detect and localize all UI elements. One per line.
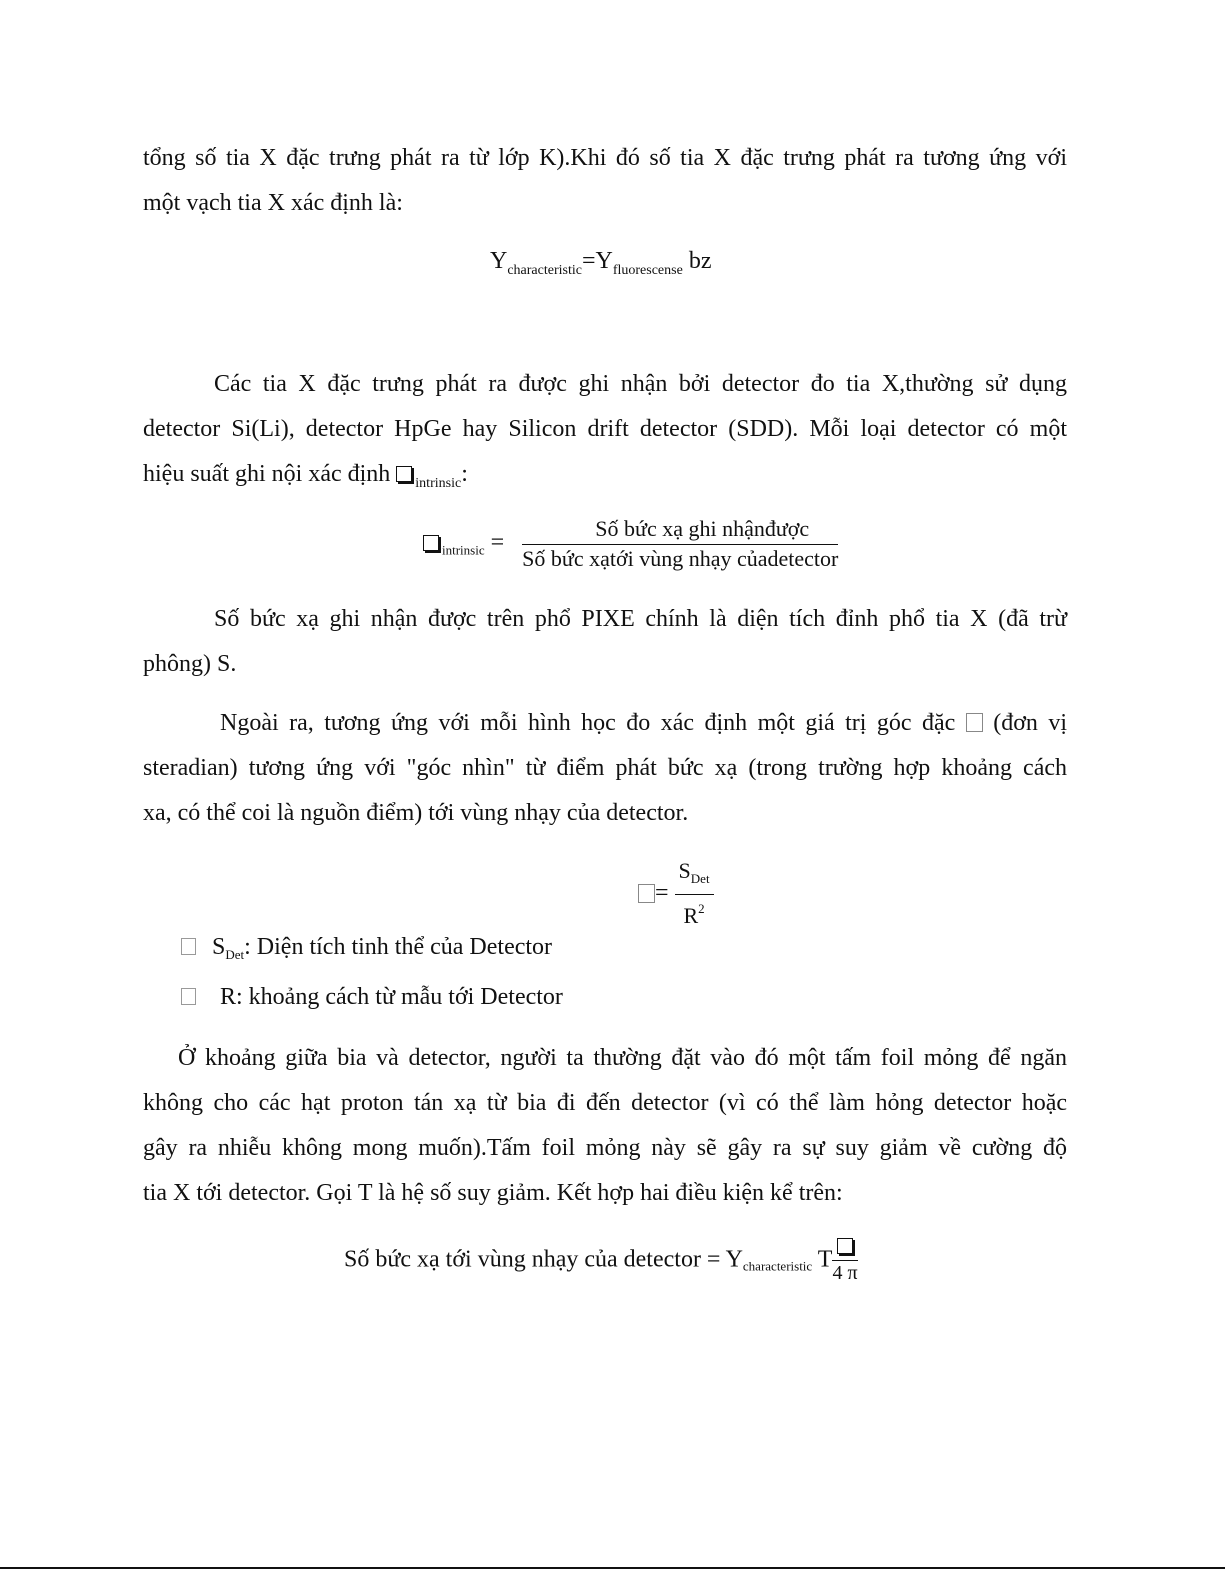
eq3-numerator (675, 858, 714, 895)
bullet-icon (181, 938, 196, 955)
paragraph-4 (143, 701, 1067, 836)
paragraph-4-line-1a: Ngoài ra, tương ứng với mỗi hình học đo xác định một giá trị góc đặc (220, 710, 966, 736)
paragraph-2-line-1: Các tia X đặc trưng phát ra được ghi nhận bởi detector đo tia X,thường sử dụng (214, 371, 1067, 397)
paragraph-2-line-2: detector Si(Li), detector HpGe hay Silicon drift detector (SDD). Mỗi loại detector có một (143, 416, 1067, 442)
equation-detector-flux (344, 1236, 858, 1284)
paragraph-3-line-2: phông) S. (143, 651, 237, 677)
eq4-numerator (832, 1236, 857, 1261)
bullet-r-text: R: khoảng cách từ mẫu tới Detector (220, 984, 563, 1010)
paragraph-3-line-1: Số bức xạ ghi nhận được trên phổ PIXE chính là diện tích đỉnh phổ tia X (đã trừ (214, 606, 1067, 632)
paragraph-4-line-2: steradian) tương ứng với "góc nhìn" từ điểm phát bức xạ (trong trường hợp khoảng cách (143, 755, 1067, 781)
paragraph-5-line-4: tia X tới detector. Gọi T là hệ số suy giảm. Kết hợp hai điều kiện kể trên: (143, 1180, 843, 1206)
paragraph-1-line-1: tổng số tia X đặc trưng phát ra từ lớp K).Khi đó số tia X đặc trưng phát ra tương ứng với (143, 145, 1067, 171)
omega-symbol-icon (966, 713, 983, 732)
bullet-icon (181, 988, 196, 1005)
paragraph-3 (143, 597, 1067, 687)
eq1-subscript-characteristic: characteristic (507, 263, 582, 278)
eq3-numerator-s: S (678, 858, 691, 883)
eq4-fraction (832, 1236, 857, 1284)
paragraph-4-line-3: xa, có thể coi là nguồn điểm) tới vùng nhạy của detector. (143, 800, 689, 826)
page-bottom-rule (0, 1567, 1225, 1569)
eq3-denominator-r: R (683, 903, 699, 928)
eq2-numerator: Số bức xạ ghi nhậnđược (522, 516, 838, 545)
paragraph-2-line-3 (143, 452, 1067, 506)
paragraph-1-line-2: một vạch tia X xác định là: (143, 190, 403, 216)
omega-symbol-icon (837, 1238, 853, 1254)
eq1-equals-y: =Y (581, 248, 613, 274)
epsilon-symbol-icon (396, 466, 412, 482)
eq3-denominator (675, 895, 714, 929)
paragraph-1 (143, 136, 1067, 226)
equation-intrinsic-efficiency (423, 516, 838, 572)
colon: : (461, 461, 468, 487)
bullet-sdet-s: S (212, 934, 226, 960)
eq2-equals: = (484, 529, 511, 556)
eq1-y: Y (490, 248, 508, 274)
paragraph-5 (143, 1036, 1067, 1216)
eq3-fraction (675, 858, 714, 929)
paragraph-5-line-3: gây ra nhiễu không mong muốn).Tấm foil mỏng này sẽ gây ra sự suy giảm về cường độ (143, 1135, 1067, 1161)
eq4-denominator: 4 π (832, 1262, 858, 1284)
omega-symbol-icon (638, 884, 655, 903)
paragraph-5-line-1: Ở khoảng giữa bia và detector, người ta thường đặt vào đó một tấm foil mỏng để ngăn (178, 1045, 1067, 1071)
bullet-item-sdet (181, 934, 552, 963)
paragraph-5-line-2: không cho các hạt proton tán xạ từ bia đi đến detector (vì có thể làm hỏng detector hoặc (143, 1090, 1067, 1116)
eq2-denominator: Số bức xạtới vùng nhạy củadetector (522, 546, 839, 571)
eq2-fraction (522, 516, 838, 572)
paragraph-2 (143, 362, 1067, 506)
eq3-numerator-sub: Det (690, 871, 710, 886)
eq1-subscript-fluorescense: fluorescense (612, 263, 683, 278)
paragraph-4-line-1 (143, 701, 1067, 746)
eq4-lhs: Số bức xạ tới vùng nhạy của detector = Y (344, 1246, 743, 1273)
equation-characteristic-yield (490, 248, 711, 279)
eq1-bz: bz (682, 248, 712, 274)
eq3-equals: = (655, 880, 675, 906)
equation-solid-angle (638, 858, 714, 929)
eq3-denominator-sup: 2 (698, 901, 705, 916)
intrinsic-subscript: intrinsic (415, 476, 462, 491)
eq2-subscript-intrinsic: intrinsic (442, 542, 485, 558)
bullet-sdet-sub: Det (225, 947, 245, 962)
paragraph-4-line-1b: (đơn vị (982, 710, 1067, 736)
eq4-t: T (812, 1246, 833, 1273)
bullet-item-r (181, 984, 563, 1011)
eq4-subscript-characteristic: characteristic (742, 1258, 813, 1274)
epsilon-symbol-icon (423, 535, 439, 551)
bullet-sdet-text: : Diện tích tinh thể của Detector (244, 934, 553, 960)
paragraph-2-line-3-text: hiệu suất ghi nội xác định (143, 461, 397, 487)
